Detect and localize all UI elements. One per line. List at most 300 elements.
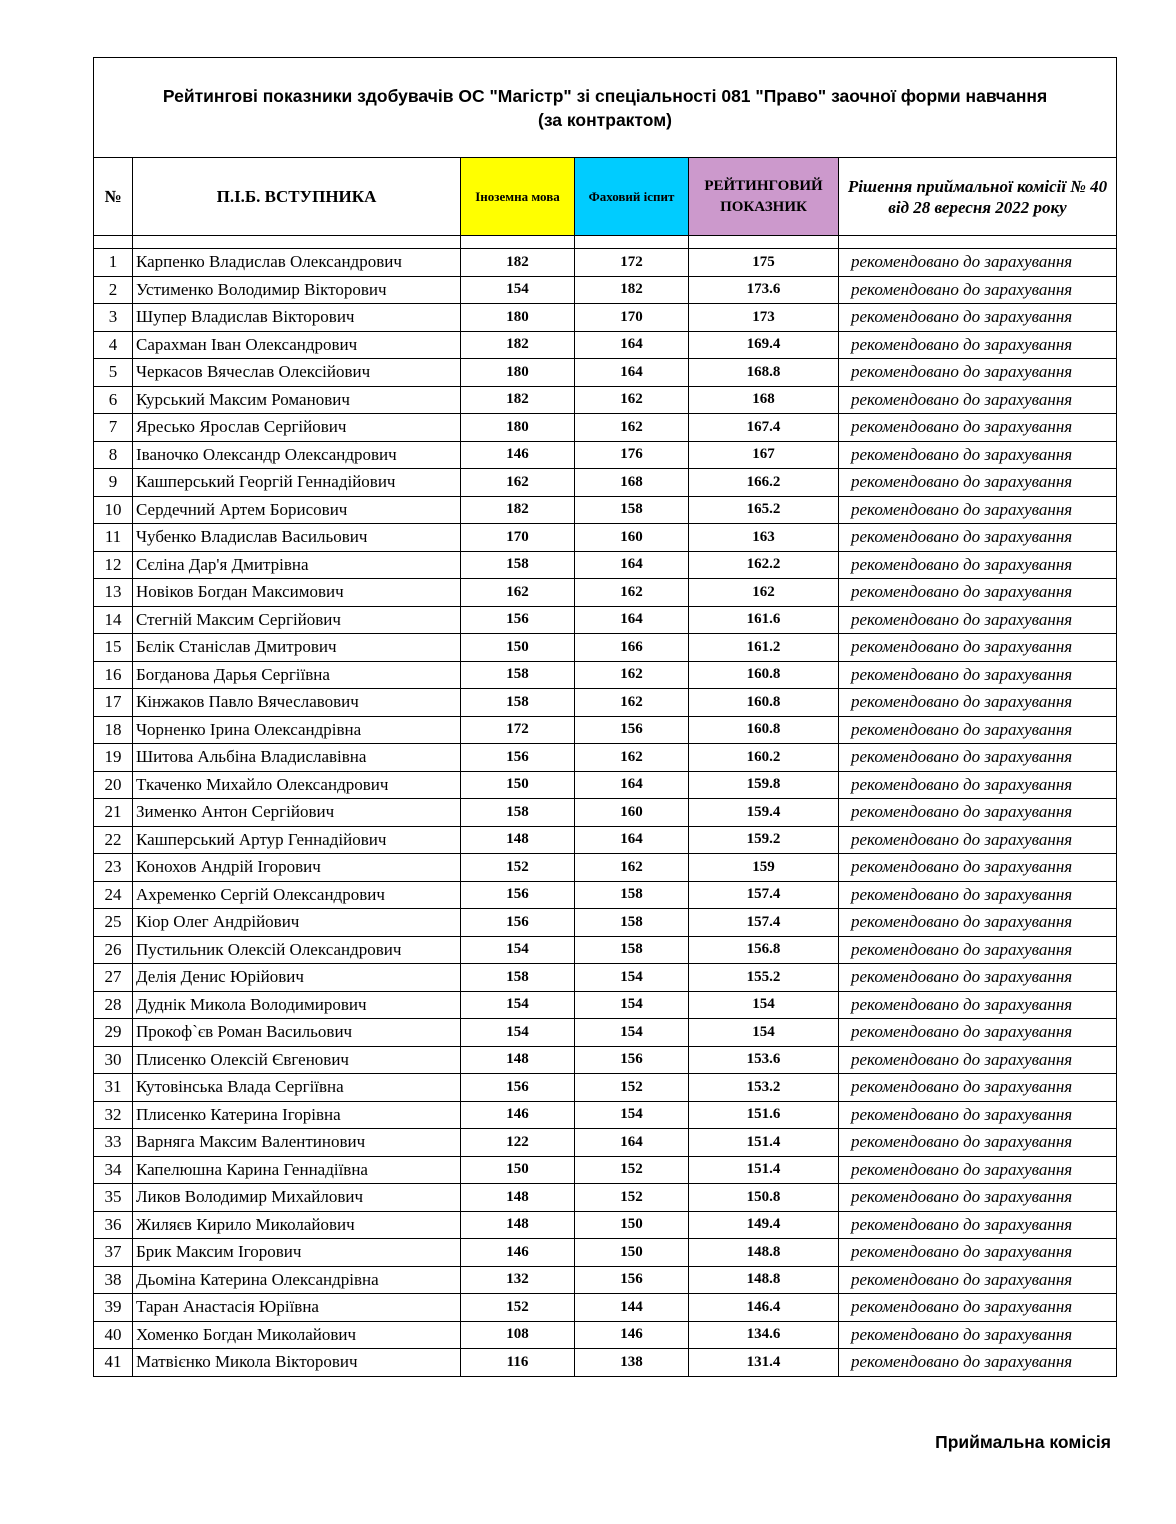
applicant-name: Таран Анастасія Юріївна [133,1294,461,1322]
table-row [94,1321,1117,1349]
row-number: 31 [94,1074,133,1102]
applicant-name: Сердечний Артем Борисович [133,496,461,524]
decision-cell: рекомендовано до зарахування [839,1129,1117,1157]
prof-exam-score: 166 [575,634,689,662]
row-number: 32 [94,1101,133,1129]
table-row [94,1074,1117,1102]
rating-score: 161.6 [689,606,839,634]
rating-score: 150.8 [689,1184,839,1212]
foreign-lang-score: 148 [461,826,575,854]
prof-exam-score: 154 [575,1019,689,1047]
foreign-lang-score: 146 [461,1101,575,1129]
decision-cell: рекомендовано до зарахування [839,881,1117,909]
prof-exam-score: 160 [575,799,689,827]
header-decision: Рішення приймальної комісії № 40 від 28 вересня 2022 року [839,158,1117,236]
rating-score: 160.2 [689,744,839,772]
table-row [94,689,1117,717]
applicant-name: Кашперський Артур Геннадійович [133,826,461,854]
decision-cell: рекомендовано до зарахування [839,469,1117,497]
prof-exam-score: 158 [575,936,689,964]
decision-cell: рекомендовано до зарахування [839,524,1117,552]
decision-cell: рекомендовано до зарахування [839,1046,1117,1074]
prof-exam-score: 156 [575,1046,689,1074]
foreign-lang-score: 116 [461,1349,575,1377]
applicant-name: Конохов Андрій Ігорович [133,854,461,882]
header-rating: РЕЙТИНГОВИЙ ПОКАЗНИК [689,158,839,236]
decision-cell: рекомендовано до зарахування [839,1156,1117,1184]
rating-score: 159.2 [689,826,839,854]
row-number: 33 [94,1129,133,1157]
prof-exam-score: 162 [575,386,689,414]
prof-exam-score: 158 [575,909,689,937]
rating-score: 159 [689,854,839,882]
row-number: 30 [94,1046,133,1074]
prof-exam-score: 164 [575,551,689,579]
row-number: 3 [94,304,133,332]
foreign-lang-score: 150 [461,634,575,662]
table-row [94,771,1117,799]
applicant-name: Прокоф`єв Роман Васильович [133,1019,461,1047]
rating-score: 154 [689,991,839,1019]
row-number: 7 [94,414,133,442]
table-row [94,964,1117,992]
prof-exam-score: 138 [575,1349,689,1377]
prof-exam-score: 164 [575,826,689,854]
foreign-lang-score: 150 [461,771,575,799]
table-row [94,441,1117,469]
applicant-name: Ткаченко Михайло Олександрович [133,771,461,799]
applicant-name: Сєліна Дар'я Дмитрівна [133,551,461,579]
applicant-name: Шупер Владислав Вікторович [133,304,461,332]
row-number: 26 [94,936,133,964]
table-row [94,579,1117,607]
prof-exam-score: 156 [575,1266,689,1294]
table-row [94,634,1117,662]
row-number: 34 [94,1156,133,1184]
foreign-lang-score: 180 [461,414,575,442]
decision-cell: рекомендовано до зарахування [839,1266,1117,1294]
table-row [94,606,1117,634]
table-row [94,854,1117,882]
prof-exam-score: 158 [575,881,689,909]
decision-cell: рекомендовано до зарахування [839,826,1117,854]
row-number: 41 [94,1349,133,1377]
table-row [94,1266,1117,1294]
foreign-lang-score: 122 [461,1129,575,1157]
prof-exam-score: 154 [575,964,689,992]
rating-score: 165.2 [689,496,839,524]
foreign-lang-score: 162 [461,579,575,607]
rating-score: 157.4 [689,909,839,937]
applicant-name: Чубенко Владислав Васильович [133,524,461,552]
applicant-name: Черкасов Вячеслав Олексійович [133,359,461,387]
rating-score: 149.4 [689,1211,839,1239]
rating-score: 162.2 [689,551,839,579]
prof-exam-score: 182 [575,276,689,304]
foreign-lang-score: 180 [461,359,575,387]
decision-cell: рекомендовано до зарахування [839,936,1117,964]
table-row [94,1211,1117,1239]
rating-score: 146.4 [689,1294,839,1322]
prof-exam-score: 176 [575,441,689,469]
applicant-name: Плисенко Катерина Ігорівна [133,1101,461,1129]
prof-exam-score: 162 [575,854,689,882]
rating-score: 160.8 [689,661,839,689]
prof-exam-score: 164 [575,1129,689,1157]
table-row [94,469,1117,497]
title-line-2: (за контрактом) [538,109,673,130]
applicant-name: Варняга Максим Валентинович [133,1129,461,1157]
decision-cell: рекомендовано до зарахування [839,1101,1117,1129]
row-number: 8 [94,441,133,469]
table-row [94,414,1117,442]
table-row [94,799,1117,827]
applicant-name: Кінжаков Павло Вячеславович [133,689,461,717]
applicant-name: Іваночко Олександр Олександрович [133,441,461,469]
decision-cell: рекомендовано до зарахування [839,716,1117,744]
applicant-name: Ахременко Сергій Олександрович [133,881,461,909]
foreign-lang-score: 156 [461,744,575,772]
applicant-name: Сарахман Іван Олександрович [133,331,461,359]
decision-cell: рекомендовано до зарахування [839,579,1117,607]
table-row [94,744,1117,772]
applicant-name: Плисенко Олексій Євгенович [133,1046,461,1074]
foreign-lang-score: 158 [461,661,575,689]
prof-exam-score: 150 [575,1239,689,1267]
applicant-name: Новіков Богдан Максимович [133,579,461,607]
rating-score: 162 [689,579,839,607]
prof-exam-score: 162 [575,579,689,607]
table-row [94,359,1117,387]
prof-exam-score: 154 [575,991,689,1019]
foreign-lang-score: 152 [461,854,575,882]
applicant-name: Богданова Дарья Сергіївна [133,661,461,689]
foreign-lang-score: 180 [461,304,575,332]
decision-cell: рекомендовано до зарахування [839,331,1117,359]
applicant-name: Капелюшна Карина Геннадіївна [133,1156,461,1184]
prof-exam-score: 162 [575,661,689,689]
row-number: 24 [94,881,133,909]
applicant-name: Хоменко Богдан Миколайович [133,1321,461,1349]
row-number: 36 [94,1211,133,1239]
rating-score: 175 [689,249,839,277]
prof-exam-score: 162 [575,414,689,442]
decision-cell: рекомендовано до зарахування [839,1074,1117,1102]
prof-exam-score: 152 [575,1184,689,1212]
decision-cell: рекомендовано до зарахування [839,496,1117,524]
decision-cell: рекомендовано до зарахування [839,744,1117,772]
table-row [94,386,1117,414]
table-row [94,249,1117,277]
prof-exam-score: 164 [575,331,689,359]
rating-score: 151.6 [689,1101,839,1129]
row-number: 25 [94,909,133,937]
table-body [94,249,1117,1377]
foreign-lang-score: 170 [461,524,575,552]
foreign-lang-score: 148 [461,1046,575,1074]
prof-exam-score: 164 [575,359,689,387]
applicant-name: Брик Максим Ігорович [133,1239,461,1267]
table-row [94,276,1117,304]
document-title [94,58,1117,158]
title-row [94,58,1117,158]
foreign-lang-score: 108 [461,1321,575,1349]
rating-table [93,57,1117,1377]
rating-score: 151.4 [689,1129,839,1157]
table-row [94,331,1117,359]
table-row [94,1156,1117,1184]
applicant-name: Бєлік Станіслав Дмитрович [133,634,461,662]
foreign-lang-score: 148 [461,1184,575,1212]
applicant-name: Жиляєв Кирило Миколайович [133,1211,461,1239]
row-number: 40 [94,1321,133,1349]
foreign-lang-score: 156 [461,606,575,634]
row-number: 10 [94,496,133,524]
foreign-lang-score: 182 [461,331,575,359]
foreign-lang-score: 132 [461,1266,575,1294]
applicant-name: Стегній Максим Сергійович [133,606,461,634]
rating-score: 151.4 [689,1156,839,1184]
header-prof-exam: Фаховий іспит [575,158,689,236]
applicant-name: Кіор Олег Андрійович [133,909,461,937]
foreign-lang-score: 182 [461,496,575,524]
rating-score: 156.8 [689,936,839,964]
row-number: 4 [94,331,133,359]
rating-score: 168 [689,386,839,414]
rating-score: 153.2 [689,1074,839,1102]
header-name: П.І.Б. ВСТУПНИКА [133,158,461,236]
table-row [94,991,1117,1019]
row-number: 14 [94,606,133,634]
decision-cell: рекомендовано до зарахування [839,1184,1117,1212]
prof-exam-score: 156 [575,716,689,744]
rating-score: 169.4 [689,331,839,359]
table-row [94,661,1117,689]
decision-cell: рекомендовано до зарахування [839,551,1117,579]
header-num: № [94,158,133,236]
table-row [94,1294,1117,1322]
row-number: 39 [94,1294,133,1322]
table-row [94,304,1117,332]
row-number: 18 [94,716,133,744]
table-row [94,716,1117,744]
foreign-lang-score: 152 [461,1294,575,1322]
decision-cell: рекомендовано до зарахування [839,276,1117,304]
row-number: 9 [94,469,133,497]
foreign-lang-score: 158 [461,799,575,827]
decision-cell: рекомендовано до зарахування [839,414,1117,442]
applicant-name: Ликов Володимир Михайлович [133,1184,461,1212]
rating-score: 160.8 [689,689,839,717]
row-number: 6 [94,386,133,414]
prof-exam-score: 162 [575,744,689,772]
row-number: 27 [94,964,133,992]
decision-cell: рекомендовано до зарахування [839,1239,1117,1267]
prof-exam-score: 158 [575,496,689,524]
applicant-name: Кутовінська Влада Сергіївна [133,1074,461,1102]
rating-score: 160.8 [689,716,839,744]
foreign-lang-score: 158 [461,551,575,579]
foreign-lang-score: 156 [461,1074,575,1102]
table-row [94,551,1117,579]
foreign-lang-score: 154 [461,991,575,1019]
rating-score: 159.4 [689,799,839,827]
table-row [94,1019,1117,1047]
prof-exam-score: 170 [575,304,689,332]
row-number: 11 [94,524,133,552]
foreign-lang-score: 182 [461,249,575,277]
foreign-lang-score: 154 [461,276,575,304]
decision-cell: рекомендовано до зарахування [839,386,1117,414]
prof-exam-score: 144 [575,1294,689,1322]
rating-score: 148.8 [689,1266,839,1294]
table-row [94,524,1117,552]
prof-exam-score: 164 [575,771,689,799]
spacer-row [94,236,1117,249]
applicant-name: Кашперський Георгій Геннадійович [133,469,461,497]
applicant-name: Шитова Альбіна Владиславівна [133,744,461,772]
table-row [94,1101,1117,1129]
rating-score: 134.6 [689,1321,839,1349]
decision-cell: рекомендовано до зарахування [839,661,1117,689]
applicant-name: Пустильник Олексій Олександрович [133,936,461,964]
decision-cell: рекомендовано до зарахування [839,441,1117,469]
row-number: 17 [94,689,133,717]
foreign-lang-score: 146 [461,441,575,469]
table-row [94,1129,1117,1157]
decision-cell: рекомендовано до зарахування [839,1321,1117,1349]
foreign-lang-score: 154 [461,936,575,964]
prof-exam-score: 172 [575,249,689,277]
table-row [94,909,1117,937]
rating-score: 163 [689,524,839,552]
row-number: 13 [94,579,133,607]
applicant-name: Дьоміна Катерина Олександрівна [133,1266,461,1294]
applicant-name: Матвієнко Микола Вікторович [133,1349,461,1377]
applicant-name: Карпенко Владислав Олександрович [133,249,461,277]
applicant-name: Чорненко Ірина Олександрівна [133,716,461,744]
decision-cell: рекомендовано до зарахування [839,1294,1117,1322]
decision-cell: рекомендовано до зарахування [839,854,1117,882]
prof-exam-score: 150 [575,1211,689,1239]
rating-score: 155.2 [689,964,839,992]
table-row [94,936,1117,964]
applicant-name: Дуднік Микола Володимирович [133,991,461,1019]
foreign-lang-score: 156 [461,881,575,909]
table-row [94,1349,1117,1377]
decision-cell: рекомендовано до зарахування [839,1211,1117,1239]
row-number: 29 [94,1019,133,1047]
decision-cell: рекомендовано до зарахування [839,771,1117,799]
rating-score: 159.8 [689,771,839,799]
table-row [94,1239,1117,1267]
rating-score: 167 [689,441,839,469]
row-number: 23 [94,854,133,882]
title-line-1: Рейтингові показники здобувачів ОС "Магістр" зі спеціальності 081 "Право" заочної форми навчання [162,85,1048,106]
decision-cell: рекомендовано до зарахування [839,1349,1117,1377]
rating-score: 166.2 [689,469,839,497]
rating-score: 154 [689,1019,839,1047]
rating-score: 167.4 [689,414,839,442]
applicant-name: Яресько Ярослав Сергійович [133,414,461,442]
applicant-name: Курський Максим Романович [133,386,461,414]
foreign-lang-score: 158 [461,964,575,992]
rating-score: 168.8 [689,359,839,387]
decision-cell: рекомендовано до зарахування [839,359,1117,387]
header-row [94,158,1117,236]
row-number: 20 [94,771,133,799]
row-number: 15 [94,634,133,662]
table-row [94,496,1117,524]
header-foreign-lang: Іноземна мова [461,158,575,236]
row-number: 28 [94,991,133,1019]
applicant-name: Делія Денис Юрійович [133,964,461,992]
prof-exam-score: 154 [575,1101,689,1129]
rating-score: 161.2 [689,634,839,662]
row-number: 2 [94,276,133,304]
foreign-lang-score: 182 [461,386,575,414]
row-number: 37 [94,1239,133,1267]
foreign-lang-score: 150 [461,1156,575,1184]
decision-cell: рекомендовано до зарахування [839,606,1117,634]
decision-cell: рекомендовано до зарахування [839,249,1117,277]
foreign-lang-score: 172 [461,716,575,744]
foreign-lang-score: 162 [461,469,575,497]
row-number: 21 [94,799,133,827]
foreign-lang-score: 158 [461,689,575,717]
rating-score: 153.6 [689,1046,839,1074]
decision-cell: рекомендовано до зарахування [839,634,1117,662]
rating-score: 157.4 [689,881,839,909]
row-number: 38 [94,1266,133,1294]
table-row [94,1046,1117,1074]
row-number: 16 [94,661,133,689]
table-row [94,881,1117,909]
decision-cell: рекомендовано до зарахування [839,964,1117,992]
applicant-name: Зименко Антон Сергійович [133,799,461,827]
rating-score: 148.8 [689,1239,839,1267]
prof-exam-score: 160 [575,524,689,552]
row-number: 12 [94,551,133,579]
admission-committee-signature: Приймальна комісія [935,1432,1111,1452]
foreign-lang-score: 156 [461,909,575,937]
prof-exam-score: 146 [575,1321,689,1349]
decision-cell: рекомендовано до зарахування [839,799,1117,827]
foreign-lang-score: 148 [461,1211,575,1239]
foreign-lang-score: 154 [461,1019,575,1047]
foreign-lang-score: 146 [461,1239,575,1267]
decision-cell: рекомендовано до зарахування [839,1019,1117,1047]
applicant-name: Устименко Володимир Вікторович [133,276,461,304]
decision-cell: рекомендовано до зарахування [839,909,1117,937]
row-number: 35 [94,1184,133,1212]
table-row [94,1184,1117,1212]
prof-exam-score: 152 [575,1156,689,1184]
prof-exam-score: 168 [575,469,689,497]
decision-cell: рекомендовано до зарахування [839,991,1117,1019]
rating-score: 173 [689,304,839,332]
row-number: 1 [94,249,133,277]
decision-cell: рекомендовано до зарахування [839,689,1117,717]
row-number: 19 [94,744,133,772]
table-row [94,826,1117,854]
prof-exam-score: 164 [575,606,689,634]
rating-score: 173.6 [689,276,839,304]
decision-cell: рекомендовано до зарахування [839,304,1117,332]
prof-exam-score: 152 [575,1074,689,1102]
row-number: 22 [94,826,133,854]
prof-exam-score: 162 [575,689,689,717]
